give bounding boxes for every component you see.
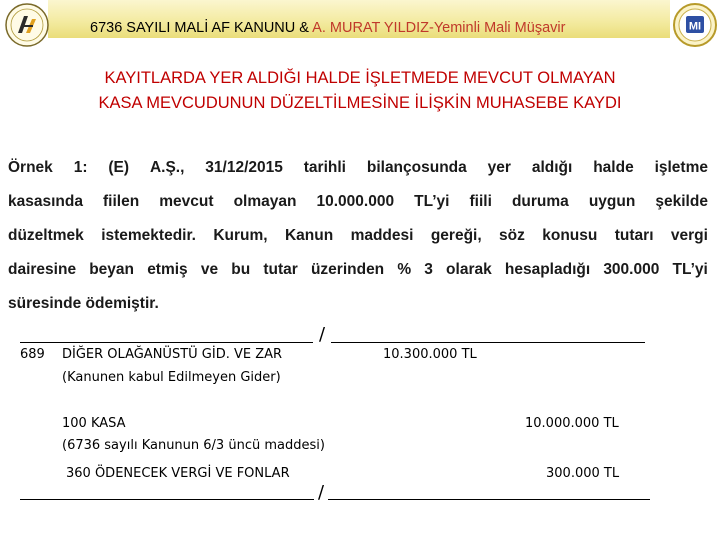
- paragraph-word: konusu: [542, 227, 598, 244]
- paragraph-word: tarihli: [303, 159, 346, 176]
- journal-top-separator: /: [319, 324, 326, 345]
- paragraph-word: A.Ş.,: [149, 159, 185, 176]
- credit-amount-kasa: 10.000.000 TL: [525, 416, 619, 431]
- paragraph-word: şekilde: [655, 193, 708, 210]
- paragraph-word: fiili: [469, 193, 492, 210]
- paragraph-word: olarak: [446, 261, 492, 278]
- paragraph-word: hesapladığı: [504, 261, 591, 278]
- credit-account-kasa-note: (6736 sayılı Kanunun 6/3 üncü maddesi): [62, 438, 325, 453]
- journal-bottom-rule-right: [328, 499, 650, 500]
- paragraph-word: Kurum,: [213, 227, 268, 244]
- paragraph-word: ve: [200, 261, 219, 278]
- paragraph-line-3: [8, 219, 708, 253]
- paragraph-line-1: [8, 151, 708, 185]
- journal-bottom-separator: /: [318, 482, 325, 503]
- paragraph-word: 300.000: [603, 261, 660, 278]
- paragraph-word: 1:: [73, 159, 88, 176]
- paragraph-word: 10.000.000: [316, 193, 395, 210]
- paragraph-word: %: [397, 261, 412, 278]
- paragraph-word: üzerinden: [310, 261, 385, 278]
- title-line-2: KASA MEVCUDUNUN DÜZELTİLMESİNE İLİŞKİN MUHASEBE KAYDI: [98, 94, 622, 112]
- debit-account-code: 689: [20, 347, 45, 362]
- page-title: [0, 66, 720, 116]
- paragraph-word: bilançosunda: [366, 159, 467, 176]
- header-title: [90, 20, 565, 36]
- paragraph-word: işletme: [654, 159, 708, 176]
- paragraph-word: tutar: [263, 261, 298, 278]
- title-line-1: KAYITLARDA YER ALDIĞI HALDE İŞLETMEDE MEVCUT OLMAYAN: [104, 69, 616, 87]
- paragraph-word: istemektedir.: [101, 227, 196, 244]
- paragraph-word: halde: [593, 159, 634, 176]
- paragraph-word: gereği,: [430, 227, 482, 244]
- paragraph-word: Kanun: [284, 227, 334, 244]
- paragraph-line-2: [8, 185, 708, 219]
- debit-amount: 10.300.000 TL: [383, 347, 477, 362]
- paragraph-word: kasasında: [8, 193, 83, 210]
- yeminli-mali-musavir-seal-icon: [672, 2, 718, 48]
- journal-bottom-rule-left: [20, 499, 314, 500]
- paragraph-word: düzeltmek: [8, 227, 84, 244]
- hy-logo-icon: [4, 2, 50, 48]
- paragraph-word: aldığı: [531, 159, 573, 176]
- paragraph-word: (E): [108, 159, 130, 176]
- credit-account-tax: 360 ÖDENECEK VERGİ VE FONLAR: [66, 466, 290, 481]
- paragraph-word: TL’yi: [672, 261, 708, 278]
- debit-account-note: (Kanunen kabul Edilmeyen Gider): [62, 370, 281, 385]
- paragraph-word: duruma: [511, 193, 569, 210]
- credit-amount-tax: 300.000 TL: [546, 466, 620, 481]
- paragraph-word: olmayan: [233, 193, 297, 210]
- paragraph-word: bu: [231, 261, 251, 278]
- paragraph-word: tutarı: [614, 227, 654, 244]
- paragraph-word: yer: [487, 159, 511, 176]
- paragraph-word: etmiş: [147, 261, 188, 278]
- paragraph-word: söz: [499, 227, 525, 244]
- debit-account-name: DİĞER OLAĞANÜSTÜ GİD. VE ZAR: [62, 347, 283, 362]
- paragraph-word: beyan: [89, 261, 135, 278]
- header-title-main: 6736 SAYILI MALİ AF KANUNU &: [90, 20, 313, 36]
- paragraph-word: uygun: [588, 193, 636, 210]
- paragraph-word: 3: [424, 261, 433, 278]
- paragraph-word: mevcut: [159, 193, 214, 210]
- paragraph-word: 31/12/2015: [205, 159, 283, 176]
- paragraph-word: Örnek: [8, 159, 53, 176]
- paragraph-word: fiilen: [103, 193, 140, 210]
- credit-account-kasa: 100 KASA: [62, 416, 126, 431]
- svg-text:MI: MI: [688, 20, 702, 33]
- paragraph-word: dairesine: [8, 261, 77, 278]
- header-title-author: A. MURAT YILDIZ-Yeminli Mali Müşavir: [312, 20, 566, 36]
- paragraph-line-4: [8, 253, 708, 287]
- journal-top-rule-left: [20, 342, 313, 343]
- paragraph-word: vergi: [670, 227, 708, 244]
- paragraph-word: maddesi: [350, 227, 414, 244]
- paragraph-line-5: süresinde ödemiştir.: [8, 295, 159, 312]
- example-paragraph: [8, 151, 708, 321]
- journal-top-rule-right: [331, 342, 645, 343]
- paragraph-word: TL’yi: [414, 193, 450, 210]
